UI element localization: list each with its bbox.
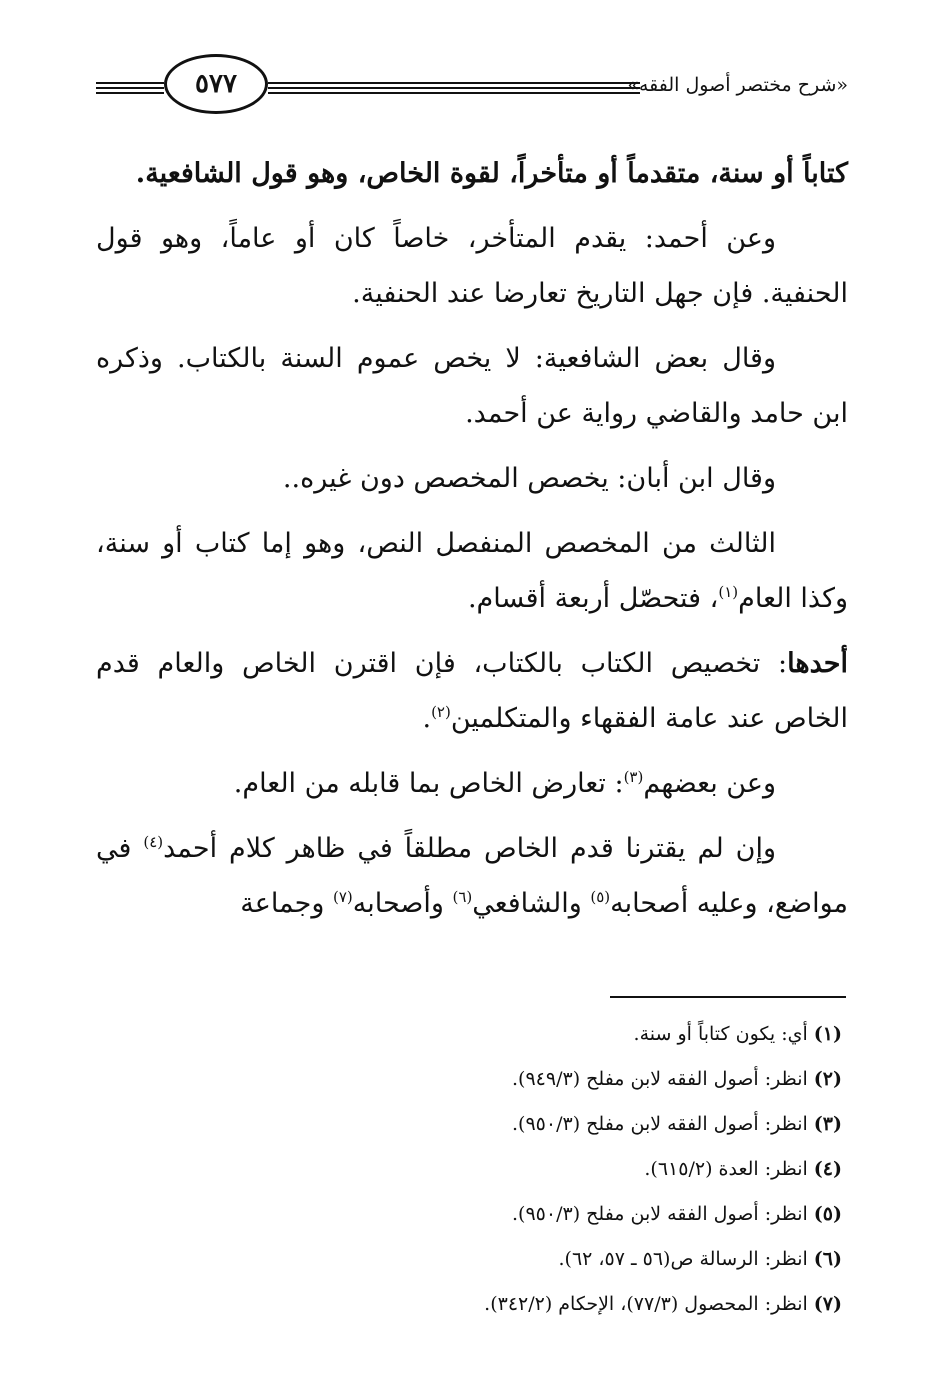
footnote-item: [96, 1012, 842, 1057]
page-number: [164, 54, 268, 114]
paragraph-8-text: في مواضع، وعليه أصحابه: [96, 833, 848, 919]
footnote-text: انظر: الرسالة ص(٥٦ ـ ٥٧، ٦٢).: [558, 1248, 808, 1270]
footnote-item: [96, 1102, 842, 1147]
paragraph-6-text: : تخصيص الكتاب بالكتاب، فإن اقترن الخاص والعام قدم الخاص عند عامة الفقهاء والمتكلمين: [96, 648, 848, 734]
footnote-text: انظر: المحصول (٧٧/٣)، الإحكام (٣٤٢/٢).: [484, 1293, 808, 1315]
paragraph-8-text: وأصحابه: [352, 888, 453, 919]
paragraph-3: وقال بعض الشافعية: لا يخص عموم السنة بالكتاب. وذكره ابن حامد والقاضي رواية عن أحمد.: [96, 343, 848, 429]
footnote-ref: (٥): [590, 888, 611, 906]
paragraph-5-text: ، فتحصّل أربعة أقسام.: [467, 583, 719, 614]
footnote-ref: (٦): [452, 888, 473, 906]
paragraph-8-text: وجماعة: [240, 888, 333, 919]
paragraph-8-text: وإن لم يقترنا قدم الخاص مطلقاً في ظاهر كلام أحمد: [163, 833, 776, 864]
paragraph-8-text: والشافعي: [472, 888, 591, 919]
paragraph-6: [96, 636, 848, 746]
paragraph-6-lead: أحدها: [787, 648, 848, 679]
page-header: [96, 52, 848, 118]
footnote-number: (٢): [813, 1068, 842, 1090]
header-rule: [268, 92, 640, 94]
header-rule: [96, 92, 164, 94]
footnote-ref: (٤): [143, 833, 164, 851]
paragraph-4: وقال ابن أبان: يخصص المخصص دون غيره..: [282, 463, 776, 494]
footnote-item: [96, 1057, 842, 1102]
footnote-ref: (٧): [332, 888, 353, 906]
running-title: «شرح مختصر أصول الفقه»: [627, 74, 848, 96]
footnote-ref: (٣): [623, 768, 644, 786]
footnote-number: (٧): [813, 1293, 842, 1315]
footnote-number: (٥): [813, 1203, 842, 1225]
header-rule: [268, 87, 640, 89]
paragraph-5-text: الثالث من المخصص المنفصل النص، وهو إما كتاب أو سنة، وكذا العام: [96, 528, 848, 614]
paragraph-7: [96, 756, 848, 811]
page-number-text: ٥٧٧: [195, 69, 237, 99]
footnote-number: (١): [813, 1023, 842, 1045]
footnotes: [96, 1012, 842, 1327]
footnote-item: [96, 1237, 842, 1282]
paragraph-1: كتاباً أو سنة، متقدماً أو متأخراً، لقوة الخاص، وهو قول الشافعية.: [135, 158, 848, 189]
footnote-text: انظر: أصول الفقه لابن مفلح (٩٤٩/٣).: [512, 1068, 808, 1090]
footnote-item: [96, 1282, 842, 1327]
footnote-text: انظر: أصول الفقه لابن مفلح (٩٥٠/٣).: [512, 1113, 808, 1135]
paragraph-7-text: : تعارض الخاص بما قابله من العام.: [233, 768, 624, 799]
footnote-number: (٣): [813, 1113, 842, 1135]
paragraph-8: [96, 821, 848, 931]
footnote-text: انظر: أصول الفقه لابن مفلح (٩٥٠/٣).: [512, 1203, 808, 1225]
footnote-number: (٦): [813, 1248, 842, 1270]
footnote-ref: (١): [718, 583, 739, 601]
footnote-item: [96, 1147, 842, 1192]
footnote-text: أي: يكون كتاباً أو سنة.: [633, 1023, 808, 1045]
paragraph-6-text: .: [422, 703, 432, 734]
header-rule: [96, 82, 164, 84]
main-text: [96, 146, 848, 941]
header-rule: [96, 87, 164, 89]
footnote-ref: (٢): [431, 703, 451, 721]
footnote-separator: [610, 996, 846, 998]
paragraph-7-text: وعن بعضهم: [643, 768, 776, 799]
paragraph-5: [96, 516, 848, 626]
paragraph-2: وعن أحمد: يقدم المتأخر، خاصاً كان أو عاماً، وهو قول الحنفية. فإن جهل التاريخ تعارضا عند الحنفية.: [96, 223, 848, 309]
footnote-item: [96, 1192, 842, 1237]
footnote-number: (٤): [813, 1158, 842, 1180]
header-rule: [268, 82, 640, 84]
footnote-text: انظر: العدة (٦١٥/٢).: [644, 1158, 808, 1180]
